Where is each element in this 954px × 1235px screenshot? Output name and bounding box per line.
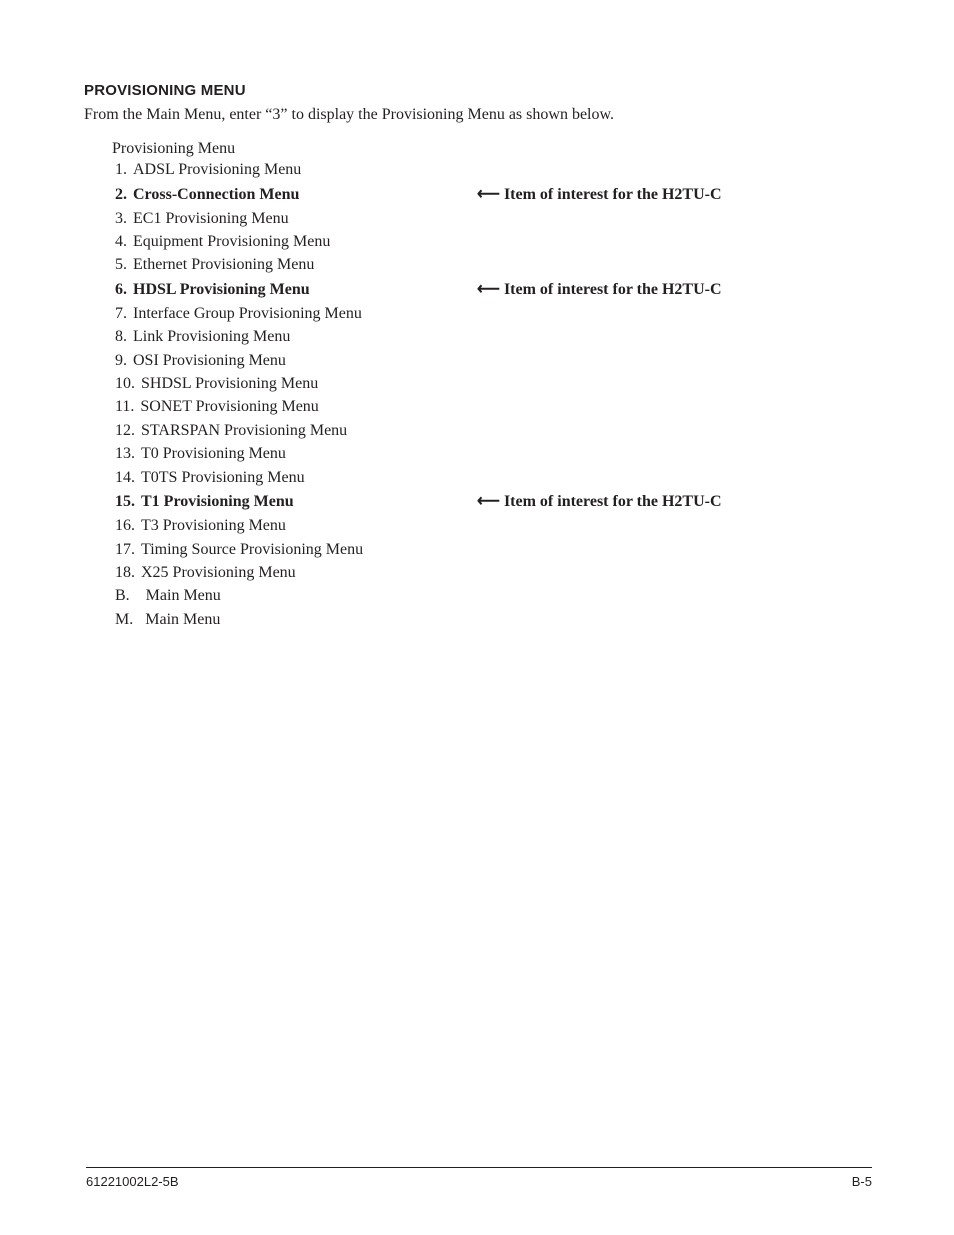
menu-item-label: EC1 Provisioning Menu	[133, 210, 289, 227]
menu-item-timing-source	[115, 539, 363, 561]
menu-item-equipment	[115, 231, 330, 253]
menu-item-label: X25 Provisioning Menu	[141, 564, 296, 581]
menu-item-number: M.	[115, 611, 134, 628]
menu-item-number: B.	[115, 587, 130, 604]
footer-page-number: B-5	[851, 1174, 872, 1189]
menu-item-main	[115, 609, 220, 631]
menu-item-starspan	[115, 420, 347, 442]
menu-item-label: T3 Provisioning Menu	[141, 517, 286, 534]
menu-item-number: 18.	[115, 564, 135, 581]
menu-item-label: SHDSL Provisioning Menu	[141, 375, 319, 392]
menu-item-label: Ethernet Provisioning Menu	[133, 256, 315, 273]
menu-item-number: 15.	[115, 493, 135, 510]
menu-item-number: 8.	[115, 328, 127, 345]
menu-item-t1	[115, 491, 722, 513]
menu-item-label: T1 Provisioning Menu	[141, 493, 294, 510]
menu-item-number: 3.	[115, 210, 127, 227]
menu-item-shdsl	[115, 373, 318, 395]
menu-item-label: SONET Provisioning Menu	[140, 398, 319, 415]
left-arrow-icon: ⟵	[477, 186, 500, 203]
menu-item-link	[115, 326, 290, 348]
section-heading: PROVISIONING MENU	[84, 82, 246, 99]
menu-item-ec1	[115, 208, 289, 230]
menu-item-hdsl	[115, 279, 722, 301]
menu-item-ethernet	[115, 254, 314, 276]
interest-note	[477, 184, 722, 206]
intro-paragraph: From the Main Menu, enter “3” to display the Provisioning Menu as shown below.	[84, 106, 614, 123]
menu-item-number: 7.	[115, 305, 127, 322]
menu-title: Provisioning Menu	[112, 140, 236, 157]
menu-item-number: 10.	[115, 375, 135, 392]
menu-item-label: HDSL Provisioning Menu	[133, 281, 310, 298]
menu-item-label: Link Provisioning Menu	[133, 328, 291, 345]
menu-item-number: 2.	[115, 186, 127, 203]
menu-item-label: OSI Provisioning Menu	[133, 352, 286, 369]
menu-item-t0	[115, 443, 286, 465]
interest-note-text: Item of interest for the H2TU-C	[503, 281, 722, 298]
menu-item-label: ADSL Provisioning Menu	[133, 161, 302, 178]
interest-note	[477, 491, 722, 513]
menu-item-label: T0 Provisioning Menu	[141, 445, 286, 462]
menu-item-label: Interface Group Provisioning Menu	[133, 305, 362, 322]
menu-item-back	[115, 585, 221, 607]
menu-item-x25	[115, 562, 296, 584]
menu-item-label: T0TS Provisioning Menu	[141, 469, 305, 486]
menu-item-number: 4.	[115, 233, 127, 250]
interest-note-text: Item of interest for the H2TU-C	[503, 186, 722, 203]
left-arrow-icon: ⟵	[477, 493, 500, 510]
menu-item-label: Main Menu	[145, 587, 221, 604]
menu-item-label: Equipment Provisioning Menu	[133, 233, 331, 250]
menu-item-number: 13.	[115, 445, 135, 462]
menu-item-cross-connection	[115, 184, 722, 206]
menu-item-number: 12.	[115, 422, 135, 439]
menu-item-number: 14.	[115, 469, 135, 486]
menu-item-number: 11.	[115, 398, 135, 415]
menu-item-number: 1.	[115, 161, 127, 178]
menu-item-label: Cross-Connection Menu	[133, 186, 300, 203]
menu-item-number: 9.	[115, 352, 127, 369]
footer-divider	[86, 1167, 872, 1168]
menu-item-t0ts	[115, 467, 305, 489]
menu-item-number: 16.	[115, 517, 135, 534]
menu-item-number: 5.	[115, 256, 127, 273]
menu-item-label: Timing Source Provisioning Menu	[141, 541, 364, 558]
menu-item-sonet	[115, 396, 319, 418]
left-arrow-icon: ⟵	[477, 281, 500, 298]
menu-item-label: STARSPAN Provisioning Menu	[141, 422, 348, 439]
interest-note-text: Item of interest for the H2TU-C	[503, 493, 722, 510]
menu-item-adsl	[115, 159, 301, 181]
menu-item-interface-group	[115, 303, 362, 325]
menu-item-t3	[115, 515, 286, 537]
menu-item-label: Main Menu	[145, 611, 221, 628]
footer-doc-number: 61221002L2-5B	[86, 1174, 179, 1189]
interest-note	[477, 279, 722, 301]
menu-item-osi	[115, 350, 286, 372]
menu-item-number: 17.	[115, 541, 135, 558]
menu-item-number: 6.	[115, 281, 127, 298]
